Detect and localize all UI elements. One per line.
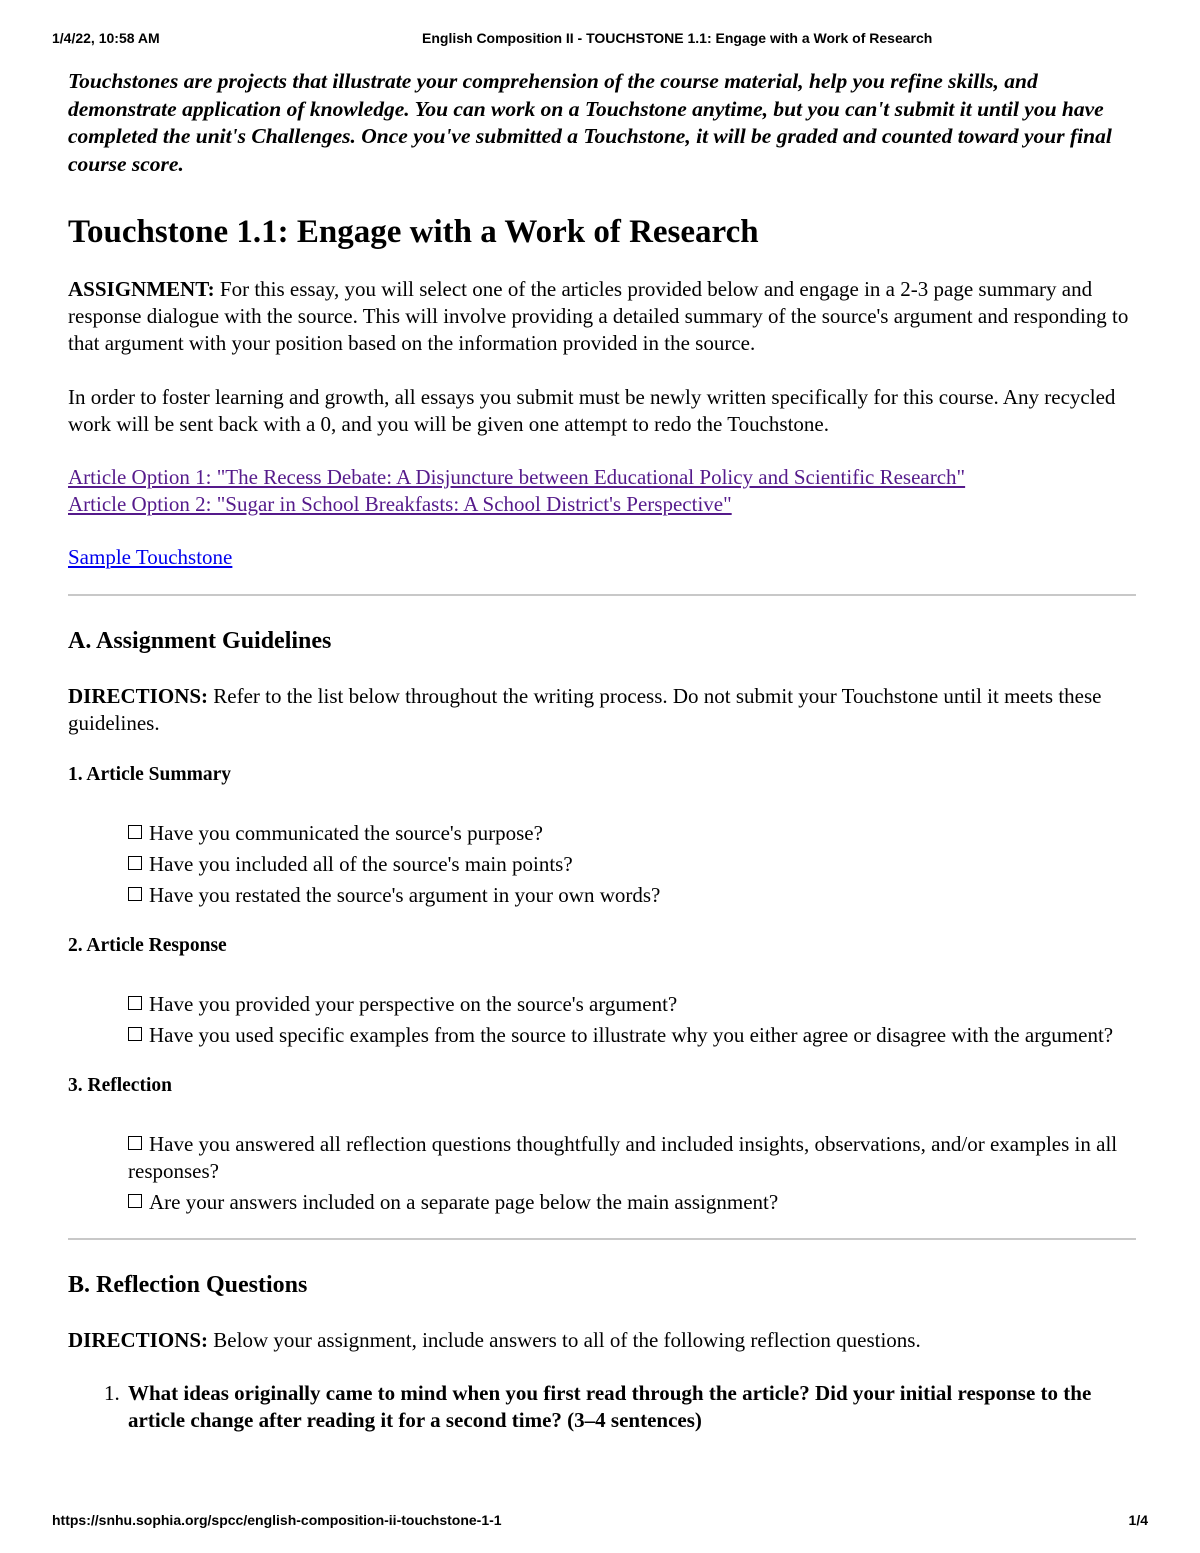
checkbox-icon (128, 996, 142, 1010)
checklist-item-text: Have you answered all reflection questions thoughtfully and included insights, observations, and/or examples in all responses? (128, 1132, 1118, 1183)
checklist-item (128, 1131, 1136, 1185)
checklist-item (128, 851, 1136, 878)
question-text: What ideas originally came to mind when you first read through the article? Did your initial response to the article change after reading it for a second time? (3–4 sentences) (128, 1381, 1092, 1432)
reflection-questions (68, 1380, 1136, 1434)
section-a-directions (68, 683, 1136, 737)
checklist-item (128, 1022, 1136, 1049)
section-divider (68, 594, 1136, 596)
print-url: https://snhu.sophia.org/spcc/english-composition-ii-touchstone-1-1 (52, 1512, 502, 1528)
document-body (68, 68, 1136, 1434)
checklist-item-text: Are your answers included on a separate page below the main assignment? (149, 1190, 779, 1214)
article-option-2-link[interactable]: Article Option 2: "Sugar in School Breakfasts: A School District's Perspective" (68, 492, 732, 516)
checkbox-icon (128, 1027, 142, 1041)
checkbox-icon (128, 825, 142, 839)
checklist (68, 820, 1136, 909)
touchstone-intro: Touchstones are projects that illustrate your comprehension of the course material, help you refine skills, and demonstrate application of knowledge. You can work on a Touchstone anytime, but you can't submit it until you have completed the unit's Challenges. Once you've submitted a Touchstone, it will be graded and counted toward your final course score. (68, 69, 1112, 176)
checklist-item (128, 1189, 1136, 1216)
section-b-heading: B. Reflection Questions (68, 1272, 308, 1298)
guideline-group-heading: 1. Article Summary (68, 764, 232, 785)
checklist-item-text: Have you provided your perspective on the source's argument? (149, 992, 678, 1016)
checklist-item-text: Have you used specific examples from the source to illustrate why you either agree or disagree with the argument? (149, 1023, 1114, 1047)
checklist-item-text: Have you communicated the source's purpose? (149, 821, 543, 845)
checkbox-icon (128, 887, 142, 901)
print-page-title: English Composition II - TOUCHSTONE 1.1: Engage with a Work of Research (422, 30, 933, 46)
directions-text: Refer to the list below throughout the writing process. Do not submit your Touchstone until it meets these guidelines. (68, 684, 1102, 735)
assignment-label: ASSIGNMENT: (68, 277, 215, 301)
guideline-group-heading: 2. Article Response (68, 935, 227, 956)
print-header (52, 30, 1148, 50)
guideline-group-heading: 3. Reflection (68, 1075, 172, 1096)
section-divider (68, 1238, 1136, 1240)
recycled-work-notice: In order to foster learning and growth, all essays you submit must be newly written specifically for this course. Any recycled work will be sent back with a 0, and you will be given one attempt to redo the Touchstone. (68, 385, 1116, 436)
checklist-item (128, 820, 1136, 847)
section-a-heading: A. Assignment Guidelines (68, 628, 332, 654)
checklist-item (128, 882, 1136, 909)
print-footer (52, 1512, 1148, 1532)
reflection-question (68, 1380, 1136, 1434)
article-options (68, 464, 1136, 518)
checkbox-icon (128, 1194, 142, 1208)
directions-text: Below your assignment, include answers to all of the following reflection questions. (208, 1328, 921, 1352)
checkbox-icon (128, 1136, 142, 1150)
checklist-item-text: Have you restated the source's argument in your own words? (149, 883, 661, 907)
checkbox-icon (128, 856, 142, 870)
checklist-item-text: Have you included all of the source's main points? (149, 852, 573, 876)
directions-label: DIRECTIONS: (68, 1328, 209, 1352)
directions-label: DIRECTIONS: (68, 684, 209, 708)
page-title: Touchstone 1.1: Engage with a Work of Research (68, 214, 759, 250)
checklist (68, 1131, 1136, 1216)
print-page-number: 1/4 (1128, 1512, 1148, 1528)
sample-section (68, 544, 1136, 571)
question-number: 1. (104, 1381, 120, 1405)
section-b-directions (68, 1327, 1136, 1354)
sample-touchstone-link[interactable]: Sample Touchstone (68, 545, 233, 569)
assignment-text: For this essay, you will select one of the articles provided below and engage in a 2-3 page summary and response dialogue with the source. This will involve providing a detailed summary of the source's argument and responding to that argument with your position based on the information provided in the source. (68, 277, 1129, 355)
checklist-item (128, 991, 1136, 1018)
article-option-1-link[interactable]: Article Option 1: "The Recess Debate: A Disjuncture between Educational Policy and Scientific Research" (68, 465, 966, 489)
checklist (68, 991, 1136, 1049)
assignment-paragraph (68, 276, 1136, 357)
print-datetime: 1/4/22, 10:58 AM (52, 30, 160, 46)
